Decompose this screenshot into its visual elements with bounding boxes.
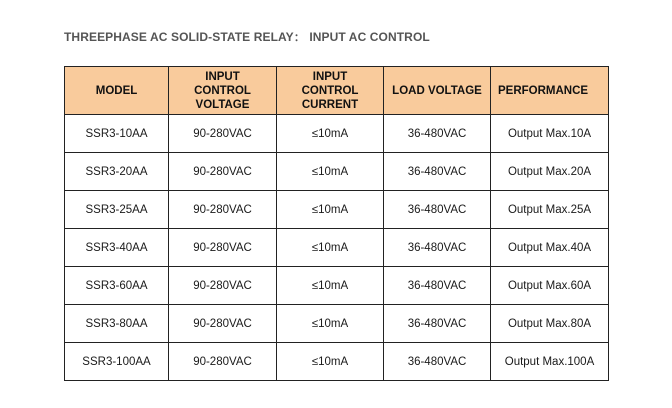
cell-load-voltage: 36-480VAC (384, 267, 491, 305)
header-load-voltage (384, 67, 491, 115)
table-row (65, 343, 609, 381)
header-current-line-1: INPUT (312, 70, 348, 83)
cell-input-voltage: 90-280VAC (169, 343, 277, 381)
table-row (65, 305, 609, 343)
header-model (65, 67, 169, 115)
cell-load-voltage: 36-480VAC (384, 191, 491, 229)
cell-input-current: ≤10mA (277, 343, 384, 381)
header-performance (491, 67, 609, 115)
header-current-line-2: CONTROL (301, 84, 359, 97)
cell-load-voltage: 36-480VAC (384, 153, 491, 191)
header-voltage-line-1: INPUT (205, 70, 240, 83)
header-model-label: MODEL (95, 84, 138, 97)
cell-input-current: ≤10mA (277, 267, 384, 305)
cell-performance: Output Max.40A (491, 229, 609, 267)
cell-input-current: ≤10mA (277, 229, 384, 267)
cell-performance: Output Max.10A (491, 115, 609, 153)
header-load-voltage-label: LOAD VOLTAGE (392, 84, 482, 97)
cell-load-voltage: 36-480VAC (384, 229, 491, 267)
cell-model: SSR3-25AA (65, 191, 169, 229)
cell-input-current: ≤10mA (277, 305, 384, 343)
cell-model: SSR3-80AA (65, 305, 169, 343)
header-input-control-current (277, 67, 384, 115)
table-row (65, 191, 609, 229)
cell-model: SSR3-20AA (65, 153, 169, 191)
cell-model: SSR3-40AA (65, 229, 169, 267)
cell-input-current: ≤10mA (277, 153, 384, 191)
cell-input-voltage: 90-280VAC (169, 267, 277, 305)
table-row (65, 115, 609, 153)
cell-input-voltage: 90-280VAC (169, 115, 277, 153)
cell-input-voltage: 90-280VAC (169, 229, 277, 267)
cell-model: SSR3-100AA (65, 343, 169, 381)
cell-performance: Output Max.80A (491, 305, 609, 343)
header-voltage-line-2: CONTROL (194, 84, 251, 97)
cell-performance: Output Max.60A (491, 267, 609, 305)
table-row (65, 153, 609, 191)
table-header-row (65, 67, 609, 115)
cell-input-current: ≤10mA (277, 115, 384, 153)
cell-input-voltage: 90-280VAC (169, 153, 277, 191)
header-voltage-line-3: VOLTAGE (195, 98, 250, 111)
relay-spec-table (64, 66, 609, 381)
table-row (65, 267, 609, 305)
cell-load-voltage: 36-480VAC (384, 305, 491, 343)
header-performance-label: PERFORMANCE (498, 84, 589, 97)
table-row (65, 229, 609, 267)
cell-performance: Output Max.20A (491, 153, 609, 191)
cell-load-voltage: 36-480VAC (384, 115, 491, 153)
cell-performance: Output Max.100A (491, 343, 609, 381)
cell-input-voltage: 90-280VAC (169, 305, 277, 343)
cell-input-voltage: 90-280VAC (169, 191, 277, 229)
header-input-control-voltage (169, 67, 277, 115)
cell-model: SSR3-60AA (65, 267, 169, 305)
cell-input-current: ≤10mA (277, 191, 384, 229)
cell-performance: Output Max.25A (491, 191, 609, 229)
page-title: THREEPHASE AC SOLID-STATE RELAY： INPUT AC CONTROL (64, 30, 430, 44)
cell-model: SSR3-10AA (65, 115, 169, 153)
header-current-line-3: CURRENT (301, 98, 359, 111)
cell-load-voltage: 36-480VAC (384, 343, 491, 381)
